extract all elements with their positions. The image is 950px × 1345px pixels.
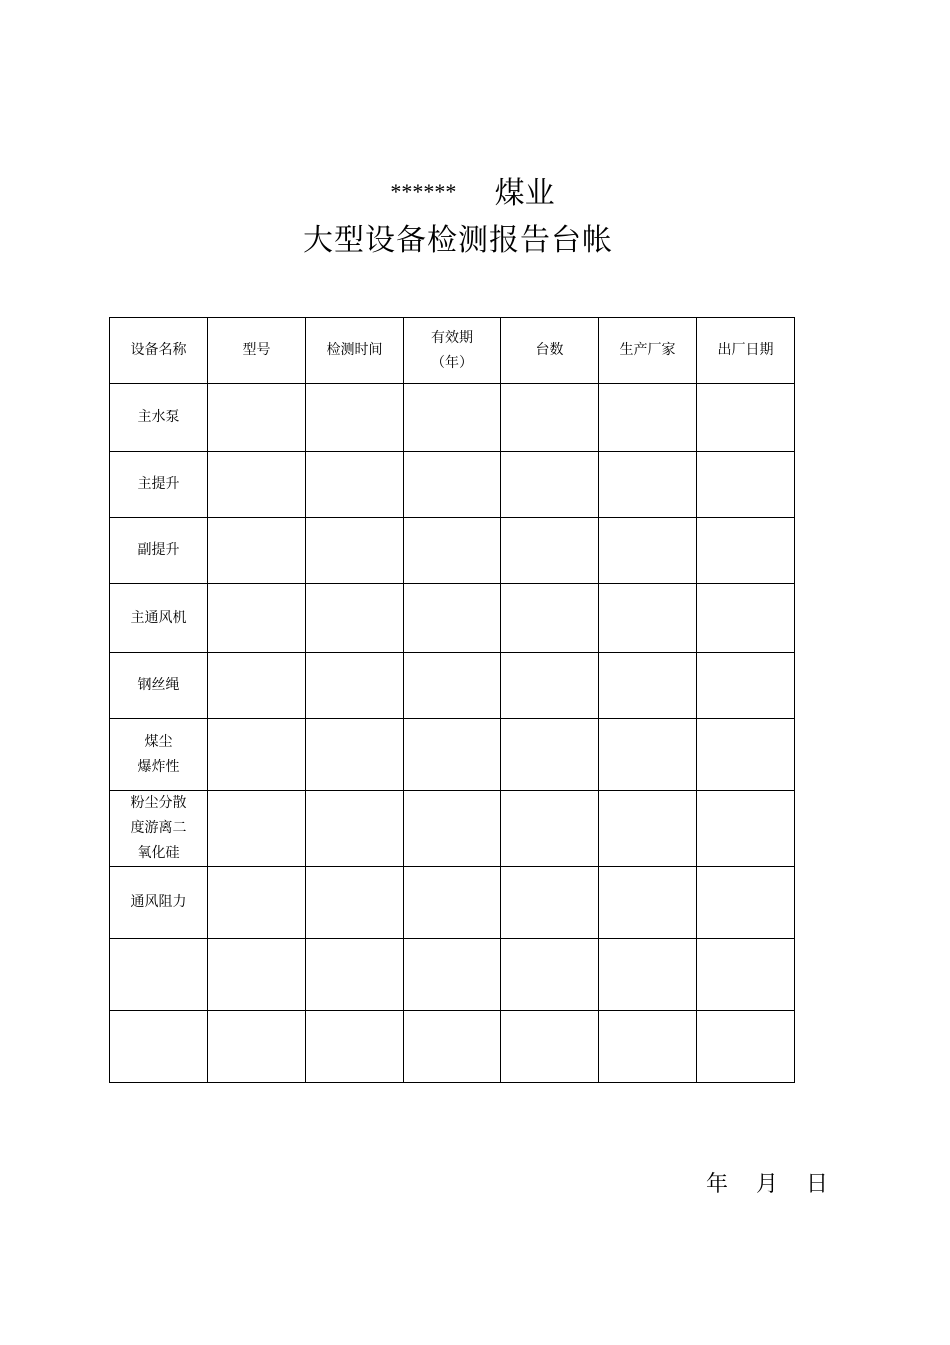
equipment-ledger-table <box>109 317 795 1083</box>
quantity-cell[interactable] <box>501 452 599 518</box>
equipment-name-cell: 副提升 <box>110 518 208 584</box>
model-cell[interactable] <box>208 584 306 653</box>
manufacture-date-cell[interactable] <box>697 791 795 867</box>
equipment-name-cell: 煤尘 爆炸性 <box>110 719 208 791</box>
validity-cell[interactable] <box>404 584 501 653</box>
inspection-time-cell[interactable] <box>306 452 404 518</box>
equipment-name-cell: 主水泵 <box>110 384 208 452</box>
equipment-name-cell: 钢丝绳 <box>110 653 208 719</box>
equipment-name-cell: 主通风机 <box>110 584 208 653</box>
document-title: 大型设备检测报告台帐 <box>303 223 613 258</box>
manufacturer-cell[interactable] <box>599 584 697 653</box>
validity-cell[interactable] <box>404 1011 501 1083</box>
model-cell[interactable] <box>208 1011 306 1083</box>
manufacturer-cell[interactable] <box>599 719 697 791</box>
quantity-cell[interactable] <box>501 719 599 791</box>
table-row <box>110 653 795 719</box>
model-cell[interactable] <box>208 452 306 518</box>
validity-cell[interactable] <box>404 867 501 939</box>
table-row <box>110 939 795 1011</box>
model-cell[interactable] <box>208 719 306 791</box>
validity-cell[interactable] <box>404 653 501 719</box>
validity-cell[interactable] <box>404 452 501 518</box>
inspection-time-cell[interactable] <box>306 584 404 653</box>
manufacturer-cell[interactable] <box>599 867 697 939</box>
inspection-time-cell[interactable] <box>306 653 404 719</box>
equipment-name-cell[interactable] <box>110 939 208 1011</box>
inspection-time-cell[interactable] <box>306 518 404 584</box>
equipment-name-cell[interactable] <box>110 1011 208 1083</box>
manufacture-date-cell[interactable] <box>697 452 795 518</box>
quantity-cell[interactable] <box>501 518 599 584</box>
table-row <box>110 719 795 791</box>
validity-cell[interactable] <box>404 719 501 791</box>
manufacturer-cell[interactable] <box>599 518 697 584</box>
column-header: 型号 <box>208 318 306 384</box>
table-row <box>110 1011 795 1083</box>
model-cell[interactable] <box>208 518 306 584</box>
column-header: 有效期 （年） <box>404 318 501 384</box>
quantity-cell[interactable] <box>501 1011 599 1083</box>
inspection-time-cell[interactable] <box>306 939 404 1011</box>
quantity-cell[interactable] <box>501 867 599 939</box>
manufacture-date-cell[interactable] <box>697 584 795 653</box>
column-header: 生产厂家 <box>599 318 697 384</box>
validity-cell[interactable] <box>404 384 501 452</box>
quantity-cell[interactable] <box>501 939 599 1011</box>
manufacturer-cell[interactable] <box>599 1011 697 1083</box>
inspection-time-cell[interactable] <box>306 719 404 791</box>
table-row <box>110 452 795 518</box>
table-row <box>110 384 795 452</box>
manufacture-date-cell[interactable] <box>697 518 795 584</box>
column-header: 出厂日期 <box>697 318 795 384</box>
model-cell[interactable] <box>208 867 306 939</box>
table-row <box>110 518 795 584</box>
equipment-name-cell: 通风阻力 <box>110 867 208 939</box>
manufacturer-cell[interactable] <box>599 452 697 518</box>
inspection-time-cell[interactable] <box>306 791 404 867</box>
inspection-time-cell[interactable] <box>306 867 404 939</box>
table-row <box>110 791 795 867</box>
model-cell[interactable] <box>208 653 306 719</box>
manufacture-date-cell[interactable] <box>697 1011 795 1083</box>
quantity-cell[interactable] <box>501 653 599 719</box>
quantity-cell[interactable] <box>501 791 599 867</box>
validity-cell[interactable] <box>404 939 501 1011</box>
equipment-name-cell: 粉尘分散 度游离二 氧化硅 <box>110 791 208 867</box>
manufacture-date-cell[interactable] <box>697 384 795 452</box>
month-label: 月 <box>756 1172 779 1197</box>
inspection-time-cell[interactable] <box>306 384 404 452</box>
column-header: 检测时间 <box>306 318 404 384</box>
manufacture-date-cell[interactable] <box>697 939 795 1011</box>
quantity-cell[interactable] <box>501 384 599 452</box>
company-stars: ****** <box>390 179 457 204</box>
validity-cell[interactable] <box>404 518 501 584</box>
manufacture-date-cell[interactable] <box>697 653 795 719</box>
year-label: 年 <box>706 1172 729 1197</box>
inspection-time-cell[interactable] <box>306 1011 404 1083</box>
column-header: 设备名称 <box>110 318 208 384</box>
table-row <box>110 584 795 653</box>
manufacture-date-cell[interactable] <box>697 867 795 939</box>
company-heading <box>0 172 945 214</box>
manufacturer-cell[interactable] <box>599 653 697 719</box>
quantity-cell[interactable] <box>501 584 599 653</box>
day-label: 日 <box>806 1172 829 1197</box>
column-header: 台数 <box>501 318 599 384</box>
table-row <box>110 867 795 939</box>
date-signature-line <box>706 1170 828 1200</box>
model-cell[interactable] <box>208 791 306 867</box>
equipment-name-cell: 主提升 <box>110 452 208 518</box>
manufacture-date-cell[interactable] <box>697 719 795 791</box>
table-header-row <box>110 318 795 384</box>
model-cell[interactable] <box>208 939 306 1011</box>
manufacturer-cell[interactable] <box>599 791 697 867</box>
manufacturer-cell[interactable] <box>599 939 697 1011</box>
company-name: 煤业 <box>494 176 555 211</box>
model-cell[interactable] <box>208 384 306 452</box>
manufacturer-cell[interactable] <box>599 384 697 452</box>
validity-cell[interactable] <box>404 791 501 867</box>
